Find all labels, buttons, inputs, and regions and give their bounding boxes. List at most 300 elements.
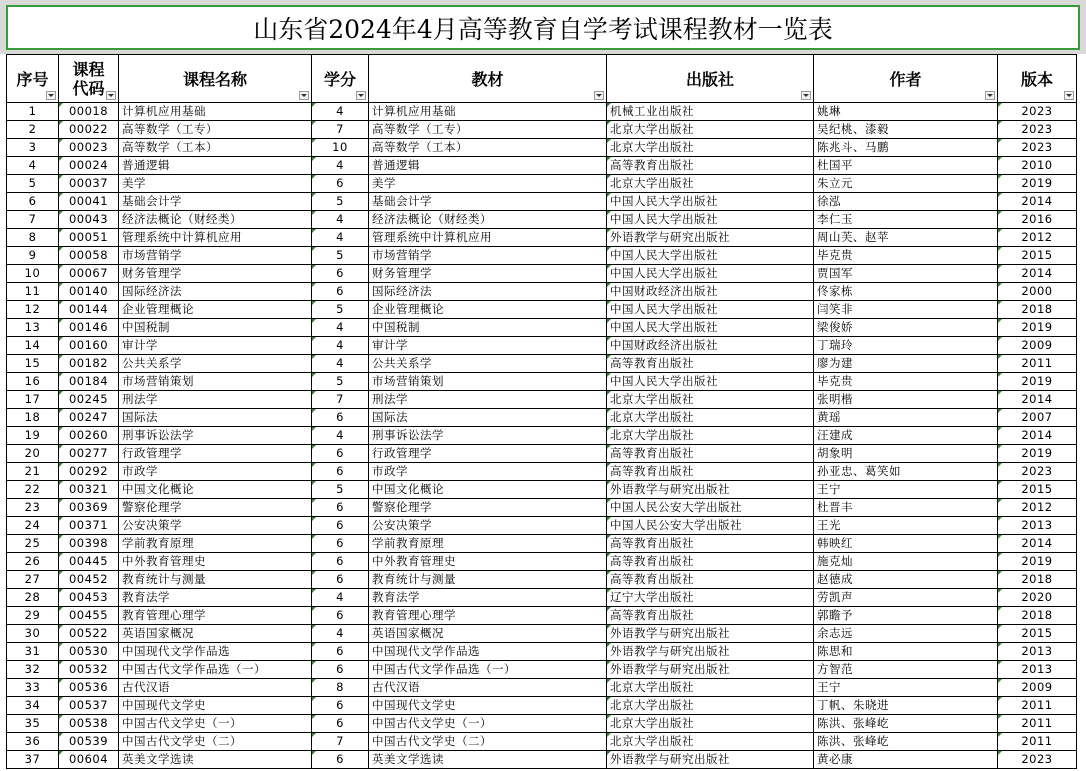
cell-seq[interactable]: 29 [7, 607, 59, 625]
cell-code[interactable]: 00144 [59, 301, 119, 319]
cell-publisher[interactable]: 高等教育出版社 [607, 157, 814, 175]
cell-seq[interactable]: 17 [7, 391, 59, 409]
cell-seq[interactable]: 10 [7, 265, 59, 283]
cell-edition[interactable]: 2012 [998, 499, 1077, 517]
cell-seq[interactable]: 31 [7, 643, 59, 661]
cell-author[interactable]: 王宁 [814, 679, 998, 697]
cell-textbook[interactable]: 中国税制 [369, 319, 607, 337]
cell-publisher[interactable]: 外语教学与研究出版社 [607, 643, 814, 661]
cell-publisher[interactable]: 中国人民大学出版社 [607, 373, 814, 391]
cell-code[interactable]: 00398 [59, 535, 119, 553]
filter-dropdown-icon[interactable] [801, 91, 811, 100]
cell-code[interactable]: 00043 [59, 211, 119, 229]
cell-credit[interactable]: 4 [312, 589, 369, 607]
cell-author[interactable]: 徐泓 [814, 193, 998, 211]
cell-code[interactable]: 00532 [59, 661, 119, 679]
filter-dropdown-icon[interactable] [106, 91, 116, 100]
cell-course[interactable]: 中国现代文学史 [119, 697, 312, 715]
cell-author[interactable]: 朱立元 [814, 175, 998, 193]
cell-edition[interactable]: 2023 [998, 103, 1077, 121]
cell-edition[interactable]: 2019 [998, 319, 1077, 337]
cell-seq[interactable]: 11 [7, 283, 59, 301]
cell-edition[interactable]: 2018 [998, 571, 1077, 589]
cell-publisher[interactable]: 北京大学出版社 [607, 409, 814, 427]
cell-publisher[interactable]: 外语教学与研究出版社 [607, 625, 814, 643]
filter-dropdown-icon[interactable] [299, 91, 309, 100]
cell-credit[interactable]: 6 [312, 517, 369, 535]
filter-dropdown-icon[interactable] [594, 91, 604, 100]
cell-code[interactable]: 00018 [59, 103, 119, 121]
cell-code[interactable]: 00067 [59, 265, 119, 283]
cell-credit[interactable]: 6 [312, 535, 369, 553]
cell-code[interactable]: 00146 [59, 319, 119, 337]
cell-author[interactable]: 王光 [814, 517, 998, 535]
cell-publisher[interactable]: 中国人民大学出版社 [607, 265, 814, 283]
cell-edition[interactable]: 2019 [998, 175, 1077, 193]
cell-textbook[interactable]: 刑事诉讼法学 [369, 427, 607, 445]
filter-dropdown-icon[interactable] [985, 91, 995, 100]
cell-course[interactable]: 公安决策学 [119, 517, 312, 535]
cell-seq[interactable]: 1 [7, 103, 59, 121]
cell-edition[interactable]: 2023 [998, 121, 1077, 139]
cell-edition[interactable]: 2018 [998, 607, 1077, 625]
cell-publisher[interactable]: 辽宁大学出版社 [607, 589, 814, 607]
cell-seq[interactable]: 22 [7, 481, 59, 499]
cell-credit[interactable]: 7 [312, 121, 369, 139]
cell-textbook[interactable]: 中国古代文学作品选（一） [369, 661, 607, 679]
cell-author[interactable]: 闫笑非 [814, 301, 998, 319]
cell-course[interactable]: 计算机应用基础 [119, 103, 312, 121]
cell-author[interactable]: 张明楷 [814, 391, 998, 409]
cell-credit[interactable]: 5 [312, 301, 369, 319]
cell-edition[interactable]: 2018 [998, 301, 1077, 319]
cell-course[interactable]: 警察伦理学 [119, 499, 312, 517]
cell-textbook[interactable]: 中国现代文学史 [369, 697, 607, 715]
cell-credit[interactable]: 4 [312, 103, 369, 121]
cell-textbook[interactable]: 美学 [369, 175, 607, 193]
cell-author[interactable]: 余志远 [814, 625, 998, 643]
cell-author[interactable]: 施克灿 [814, 553, 998, 571]
cell-course[interactable]: 市场营销学 [119, 247, 312, 265]
cell-code[interactable]: 00277 [59, 445, 119, 463]
cell-course[interactable]: 英语国家概况 [119, 625, 312, 643]
cell-credit[interactable]: 5 [312, 193, 369, 211]
cell-textbook[interactable]: 中国文化概论 [369, 481, 607, 499]
cell-code[interactable]: 00453 [59, 589, 119, 607]
cell-textbook[interactable]: 国际经济法 [369, 283, 607, 301]
cell-publisher[interactable]: 高等教育出版社 [607, 355, 814, 373]
cell-publisher[interactable]: 北京大学出版社 [607, 391, 814, 409]
cell-textbook[interactable]: 中国古代文学史（二） [369, 733, 607, 751]
cell-credit[interactable]: 4 [312, 211, 369, 229]
cell-credit[interactable]: 5 [312, 247, 369, 265]
cell-credit[interactable]: 4 [312, 427, 369, 445]
cell-code[interactable]: 00058 [59, 247, 119, 265]
cell-publisher[interactable]: 北京大学出版社 [607, 139, 814, 157]
cell-publisher[interactable]: 北京大学出版社 [607, 679, 814, 697]
cell-textbook[interactable]: 管理系统中计算机应用 [369, 229, 607, 247]
cell-author[interactable]: 劳凯声 [814, 589, 998, 607]
cell-seq[interactable]: 30 [7, 625, 59, 643]
cell-seq[interactable]: 24 [7, 517, 59, 535]
header-credit[interactable]: 学分 [312, 55, 369, 103]
cell-code[interactable]: 00022 [59, 121, 119, 139]
cell-course[interactable]: 企业管理概论 [119, 301, 312, 319]
cell-author[interactable]: 黄必康 [814, 751, 998, 769]
cell-textbook[interactable]: 中外教育管理史 [369, 553, 607, 571]
cell-course[interactable]: 高等数学（工专） [119, 121, 312, 139]
cell-publisher[interactable]: 北京大学出版社 [607, 121, 814, 139]
cell-author[interactable]: 姚琳 [814, 103, 998, 121]
cell-edition[interactable]: 2000 [998, 283, 1077, 301]
cell-credit[interactable]: 4 [312, 625, 369, 643]
cell-code[interactable]: 00245 [59, 391, 119, 409]
cell-edition[interactable]: 2014 [998, 391, 1077, 409]
cell-credit[interactable]: 8 [312, 679, 369, 697]
cell-credit[interactable]: 6 [312, 643, 369, 661]
cell-author[interactable]: 吴纪桃、漆毅 [814, 121, 998, 139]
cell-textbook[interactable]: 计算机应用基础 [369, 103, 607, 121]
header-textbook[interactable]: 教材 [369, 55, 607, 103]
cell-course[interactable]: 教育法学 [119, 589, 312, 607]
cell-seq[interactable]: 19 [7, 427, 59, 445]
cell-textbook[interactable]: 市政学 [369, 463, 607, 481]
cell-textbook[interactable]: 高等数学（工本） [369, 139, 607, 157]
cell-edition[interactable]: 2014 [998, 535, 1077, 553]
cell-course[interactable]: 中国税制 [119, 319, 312, 337]
cell-textbook[interactable]: 市场营销策划 [369, 373, 607, 391]
cell-textbook[interactable]: 英语国家概况 [369, 625, 607, 643]
cell-edition[interactable]: 2011 [998, 697, 1077, 715]
cell-code[interactable]: 00292 [59, 463, 119, 481]
page-title[interactable]: 山东省2024年4月高等教育自学考试课程教材一览表 [6, 5, 1080, 50]
cell-code[interactable]: 00024 [59, 157, 119, 175]
cell-author[interactable]: 丁帆、朱晓进 [814, 697, 998, 715]
cell-course[interactable]: 国际经济法 [119, 283, 312, 301]
cell-textbook[interactable]: 英美文学选读 [369, 751, 607, 769]
cell-credit[interactable]: 6 [312, 715, 369, 733]
cell-code[interactable]: 00140 [59, 283, 119, 301]
cell-course[interactable]: 学前教育原理 [119, 535, 312, 553]
cell-author[interactable]: 汪建成 [814, 427, 998, 445]
cell-author[interactable]: 李仁玉 [814, 211, 998, 229]
cell-author[interactable]: 陈思和 [814, 643, 998, 661]
cell-textbook[interactable]: 刑法学 [369, 391, 607, 409]
cell-textbook[interactable]: 财务管理学 [369, 265, 607, 283]
cell-textbook[interactable]: 教育统计与测量 [369, 571, 607, 589]
cell-code[interactable]: 00321 [59, 481, 119, 499]
cell-publisher[interactable]: 中国人民大学出版社 [607, 193, 814, 211]
cell-textbook[interactable]: 企业管理概论 [369, 301, 607, 319]
cell-code[interactable]: 00160 [59, 337, 119, 355]
cell-author[interactable]: 廖为建 [814, 355, 998, 373]
cell-publisher[interactable]: 北京大学出版社 [607, 697, 814, 715]
cell-course[interactable]: 美学 [119, 175, 312, 193]
cell-publisher[interactable]: 中国人民大学出版社 [607, 211, 814, 229]
cell-author[interactable]: 梁俊娇 [814, 319, 998, 337]
cell-credit[interactable]: 5 [312, 481, 369, 499]
cell-edition[interactable]: 2020 [998, 589, 1077, 607]
cell-author[interactable]: 韩映红 [814, 535, 998, 553]
cell-credit[interactable]: 6 [312, 265, 369, 283]
cell-seq[interactable]: 28 [7, 589, 59, 607]
cell-code[interactable]: 00538 [59, 715, 119, 733]
cell-publisher[interactable]: 外语教学与研究出版社 [607, 229, 814, 247]
cell-course[interactable]: 公共关系学 [119, 355, 312, 373]
cell-publisher[interactable]: 机械工业出版社 [607, 103, 814, 121]
cell-textbook[interactable]: 公安决策学 [369, 517, 607, 535]
filter-dropdown-icon[interactable] [46, 91, 56, 100]
cell-seq[interactable]: 34 [7, 697, 59, 715]
cell-seq[interactable]: 16 [7, 373, 59, 391]
cell-textbook[interactable]: 高等数学（工专） [369, 121, 607, 139]
cell-seq[interactable]: 23 [7, 499, 59, 517]
header-course[interactable]: 课程名称 [119, 55, 312, 103]
cell-seq[interactable]: 25 [7, 535, 59, 553]
cell-textbook[interactable]: 基础会计学 [369, 193, 607, 211]
cell-course[interactable]: 中外教育管理史 [119, 553, 312, 571]
cell-seq[interactable]: 26 [7, 553, 59, 571]
cell-seq[interactable]: 12 [7, 301, 59, 319]
cell-edition[interactable]: 2023 [998, 139, 1077, 157]
cell-credit[interactable]: 6 [312, 445, 369, 463]
cell-credit[interactable]: 6 [312, 697, 369, 715]
cell-course[interactable]: 高等数学（工本） [119, 139, 312, 157]
cell-code[interactable]: 00023 [59, 139, 119, 157]
cell-publisher[interactable]: 北京大学出版社 [607, 715, 814, 733]
cell-code[interactable]: 00369 [59, 499, 119, 517]
cell-author[interactable]: 毕克贵 [814, 373, 998, 391]
cell-course[interactable]: 行政管理学 [119, 445, 312, 463]
cell-edition[interactable]: 2015 [998, 481, 1077, 499]
cell-edition[interactable]: 2019 [998, 553, 1077, 571]
cell-seq[interactable]: 37 [7, 751, 59, 769]
cell-publisher[interactable]: 高等教育出版社 [607, 445, 814, 463]
cell-publisher[interactable]: 中国人民大学出版社 [607, 247, 814, 265]
cell-course[interactable]: 国际法 [119, 409, 312, 427]
header-publisher[interactable]: 出版社 [607, 55, 814, 103]
cell-author[interactable]: 毕克贵 [814, 247, 998, 265]
cell-seq[interactable]: 32 [7, 661, 59, 679]
cell-textbook[interactable]: 警察伦理学 [369, 499, 607, 517]
cell-seq[interactable]: 8 [7, 229, 59, 247]
cell-course[interactable]: 管理系统中计算机应用 [119, 229, 312, 247]
cell-credit[interactable]: 6 [312, 283, 369, 301]
cell-course[interactable]: 财务管理学 [119, 265, 312, 283]
cell-publisher[interactable]: 北京大学出版社 [607, 175, 814, 193]
cell-edition[interactable]: 2013 [998, 517, 1077, 535]
cell-credit[interactable]: 6 [312, 751, 369, 769]
cell-credit[interactable]: 6 [312, 499, 369, 517]
cell-textbook[interactable]: 学前教育原理 [369, 535, 607, 553]
cell-course[interactable]: 审计学 [119, 337, 312, 355]
cell-credit[interactable]: 5 [312, 373, 369, 391]
cell-credit[interactable]: 4 [312, 355, 369, 373]
cell-seq[interactable]: 6 [7, 193, 59, 211]
cell-course[interactable]: 中国古代文学史（二） [119, 733, 312, 751]
cell-textbook[interactable]: 经济法概论（财经类） [369, 211, 607, 229]
cell-edition[interactable]: 2011 [998, 733, 1077, 751]
cell-textbook[interactable]: 教育法学 [369, 589, 607, 607]
header-author[interactable]: 作者 [814, 55, 998, 103]
cell-code[interactable]: 00051 [59, 229, 119, 247]
cell-credit[interactable]: 4 [312, 337, 369, 355]
cell-course[interactable]: 教育统计与测量 [119, 571, 312, 589]
cell-author[interactable]: 丁瑞玲 [814, 337, 998, 355]
cell-publisher[interactable]: 中国人民公安大学出版社 [607, 499, 814, 517]
cell-seq[interactable]: 18 [7, 409, 59, 427]
cell-publisher[interactable]: 高等教育出版社 [607, 535, 814, 553]
header-seq[interactable]: 序号 [7, 55, 59, 103]
cell-course[interactable]: 中国古代文学史（一） [119, 715, 312, 733]
cell-credit[interactable]: 4 [312, 319, 369, 337]
cell-seq[interactable]: 36 [7, 733, 59, 751]
cell-publisher[interactable]: 中国财政经济出版社 [607, 283, 814, 301]
cell-code[interactable]: 00445 [59, 553, 119, 571]
cell-code[interactable]: 00452 [59, 571, 119, 589]
cell-code[interactable]: 00371 [59, 517, 119, 535]
cell-textbook[interactable]: 行政管理学 [369, 445, 607, 463]
cell-course[interactable]: 英美文学选读 [119, 751, 312, 769]
cell-publisher[interactable]: 高等教育出版社 [607, 607, 814, 625]
filter-dropdown-icon[interactable] [356, 91, 366, 100]
cell-edition[interactable]: 2009 [998, 679, 1077, 697]
cell-edition[interactable]: 2010 [998, 157, 1077, 175]
cell-publisher[interactable]: 高等教育出版社 [607, 571, 814, 589]
cell-publisher[interactable]: 外语教学与研究出版社 [607, 661, 814, 679]
cell-code[interactable]: 00184 [59, 373, 119, 391]
cell-course[interactable]: 刑事诉讼法学 [119, 427, 312, 445]
cell-seq[interactable]: 15 [7, 355, 59, 373]
cell-credit[interactable]: 6 [312, 607, 369, 625]
cell-textbook[interactable]: 中国现代文学作品选 [369, 643, 607, 661]
cell-edition[interactable]: 2015 [998, 625, 1077, 643]
cell-course[interactable]: 经济法概论（财经类） [119, 211, 312, 229]
cell-course[interactable]: 中国文化概论 [119, 481, 312, 499]
cell-edition[interactable]: 2007 [998, 409, 1077, 427]
cell-course[interactable]: 基础会计学 [119, 193, 312, 211]
cell-author[interactable]: 佟家栋 [814, 283, 998, 301]
cell-seq[interactable]: 21 [7, 463, 59, 481]
cell-code[interactable]: 00537 [59, 697, 119, 715]
cell-textbook[interactable]: 市场营销学 [369, 247, 607, 265]
cell-seq[interactable]: 2 [7, 121, 59, 139]
cell-publisher[interactable]: 高等教育出版社 [607, 463, 814, 481]
cell-author[interactable]: 孙亚忠、葛笑如 [814, 463, 998, 481]
cell-edition[interactable]: 2019 [998, 445, 1077, 463]
cell-author[interactable]: 王宁 [814, 481, 998, 499]
cell-credit[interactable]: 6 [312, 553, 369, 571]
cell-edition[interactable]: 2011 [998, 355, 1077, 373]
cell-seq[interactable]: 7 [7, 211, 59, 229]
cell-edition[interactable]: 2013 [998, 643, 1077, 661]
cell-author[interactable]: 黄瑶 [814, 409, 998, 427]
cell-author[interactable]: 郭瞻予 [814, 607, 998, 625]
cell-edition[interactable]: 2023 [998, 463, 1077, 481]
cell-credit[interactable]: 7 [312, 733, 369, 751]
cell-course[interactable]: 普通逻辑 [119, 157, 312, 175]
cell-course[interactable]: 刑法学 [119, 391, 312, 409]
cell-textbook[interactable]: 中国古代文学史（一） [369, 715, 607, 733]
cell-seq[interactable]: 5 [7, 175, 59, 193]
cell-edition[interactable]: 2014 [998, 427, 1077, 445]
cell-textbook[interactable]: 普通逻辑 [369, 157, 607, 175]
cell-seq[interactable]: 14 [7, 337, 59, 355]
cell-course[interactable]: 中国古代文学作品选（一） [119, 661, 312, 679]
cell-credit[interactable]: 4 [312, 229, 369, 247]
cell-publisher[interactable]: 北京大学出版社 [607, 427, 814, 445]
cell-edition[interactable]: 2015 [998, 247, 1077, 265]
cell-code[interactable]: 00455 [59, 607, 119, 625]
cell-course[interactable]: 古代汉语 [119, 679, 312, 697]
cell-course[interactable]: 中国现代文学作品选 [119, 643, 312, 661]
cell-author[interactable]: 方智范 [814, 661, 998, 679]
cell-course[interactable]: 市政学 [119, 463, 312, 481]
header-code[interactable]: 课程 代码 [59, 55, 119, 103]
cell-seq[interactable]: 4 [7, 157, 59, 175]
cell-credit[interactable]: 10 [312, 139, 369, 157]
cell-edition[interactable]: 2009 [998, 337, 1077, 355]
cell-seq[interactable]: 20 [7, 445, 59, 463]
header-edition[interactable]: 版本 [998, 55, 1077, 103]
cell-credit[interactable]: 6 [312, 409, 369, 427]
cell-publisher[interactable]: 中国财政经济出版社 [607, 337, 814, 355]
filter-dropdown-icon[interactable] [1064, 91, 1074, 100]
cell-seq[interactable]: 27 [7, 571, 59, 589]
cell-code[interactable]: 00522 [59, 625, 119, 643]
cell-code[interactable]: 00539 [59, 733, 119, 751]
cell-credit[interactable]: 6 [312, 571, 369, 589]
cell-textbook[interactable]: 公共关系学 [369, 355, 607, 373]
cell-author[interactable]: 周山芙、赵苹 [814, 229, 998, 247]
cell-textbook[interactable]: 古代汉语 [369, 679, 607, 697]
cell-textbook[interactable]: 教育管理心理学 [369, 607, 607, 625]
cell-publisher[interactable]: 外语教学与研究出版社 [607, 481, 814, 499]
cell-textbook[interactable]: 审计学 [369, 337, 607, 355]
cell-credit[interactable]: 4 [312, 157, 369, 175]
cell-course[interactable]: 市场营销策划 [119, 373, 312, 391]
cell-edition[interactable]: 2012 [998, 229, 1077, 247]
cell-author[interactable]: 胡象明 [814, 445, 998, 463]
cell-publisher[interactable]: 北京大学出版社 [607, 733, 814, 751]
cell-publisher[interactable]: 中国人民大学出版社 [607, 301, 814, 319]
cell-code[interactable]: 00037 [59, 175, 119, 193]
cell-author[interactable]: 杜国平 [814, 157, 998, 175]
cell-code[interactable]: 00536 [59, 679, 119, 697]
cell-course[interactable]: 教育管理心理学 [119, 607, 312, 625]
cell-author[interactable]: 陈洪、张峰屹 [814, 733, 998, 751]
cell-credit[interactable]: 6 [312, 463, 369, 481]
cell-publisher[interactable]: 高等教育出版社 [607, 553, 814, 571]
cell-edition[interactable]: 2011 [998, 715, 1077, 733]
cell-code[interactable]: 00041 [59, 193, 119, 211]
cell-code[interactable]: 00530 [59, 643, 119, 661]
cell-edition[interactable]: 2019 [998, 373, 1077, 391]
cell-edition[interactable]: 2016 [998, 211, 1077, 229]
cell-author[interactable]: 陈洪、张峰屹 [814, 715, 998, 733]
cell-author[interactable]: 杜晋丰 [814, 499, 998, 517]
cell-textbook[interactable]: 国际法 [369, 409, 607, 427]
cell-author[interactable]: 陈兆斗、马鹏 [814, 139, 998, 157]
cell-edition[interactable]: 2013 [998, 661, 1077, 679]
cell-code[interactable]: 00182 [59, 355, 119, 373]
cell-author[interactable]: 赵德成 [814, 571, 998, 589]
cell-edition[interactable]: 2014 [998, 193, 1077, 211]
cell-seq[interactable]: 35 [7, 715, 59, 733]
cell-publisher[interactable]: 中国人民大学出版社 [607, 319, 814, 337]
cell-publisher[interactable]: 中国人民公安大学出版社 [607, 517, 814, 535]
cell-credit[interactable]: 6 [312, 175, 369, 193]
